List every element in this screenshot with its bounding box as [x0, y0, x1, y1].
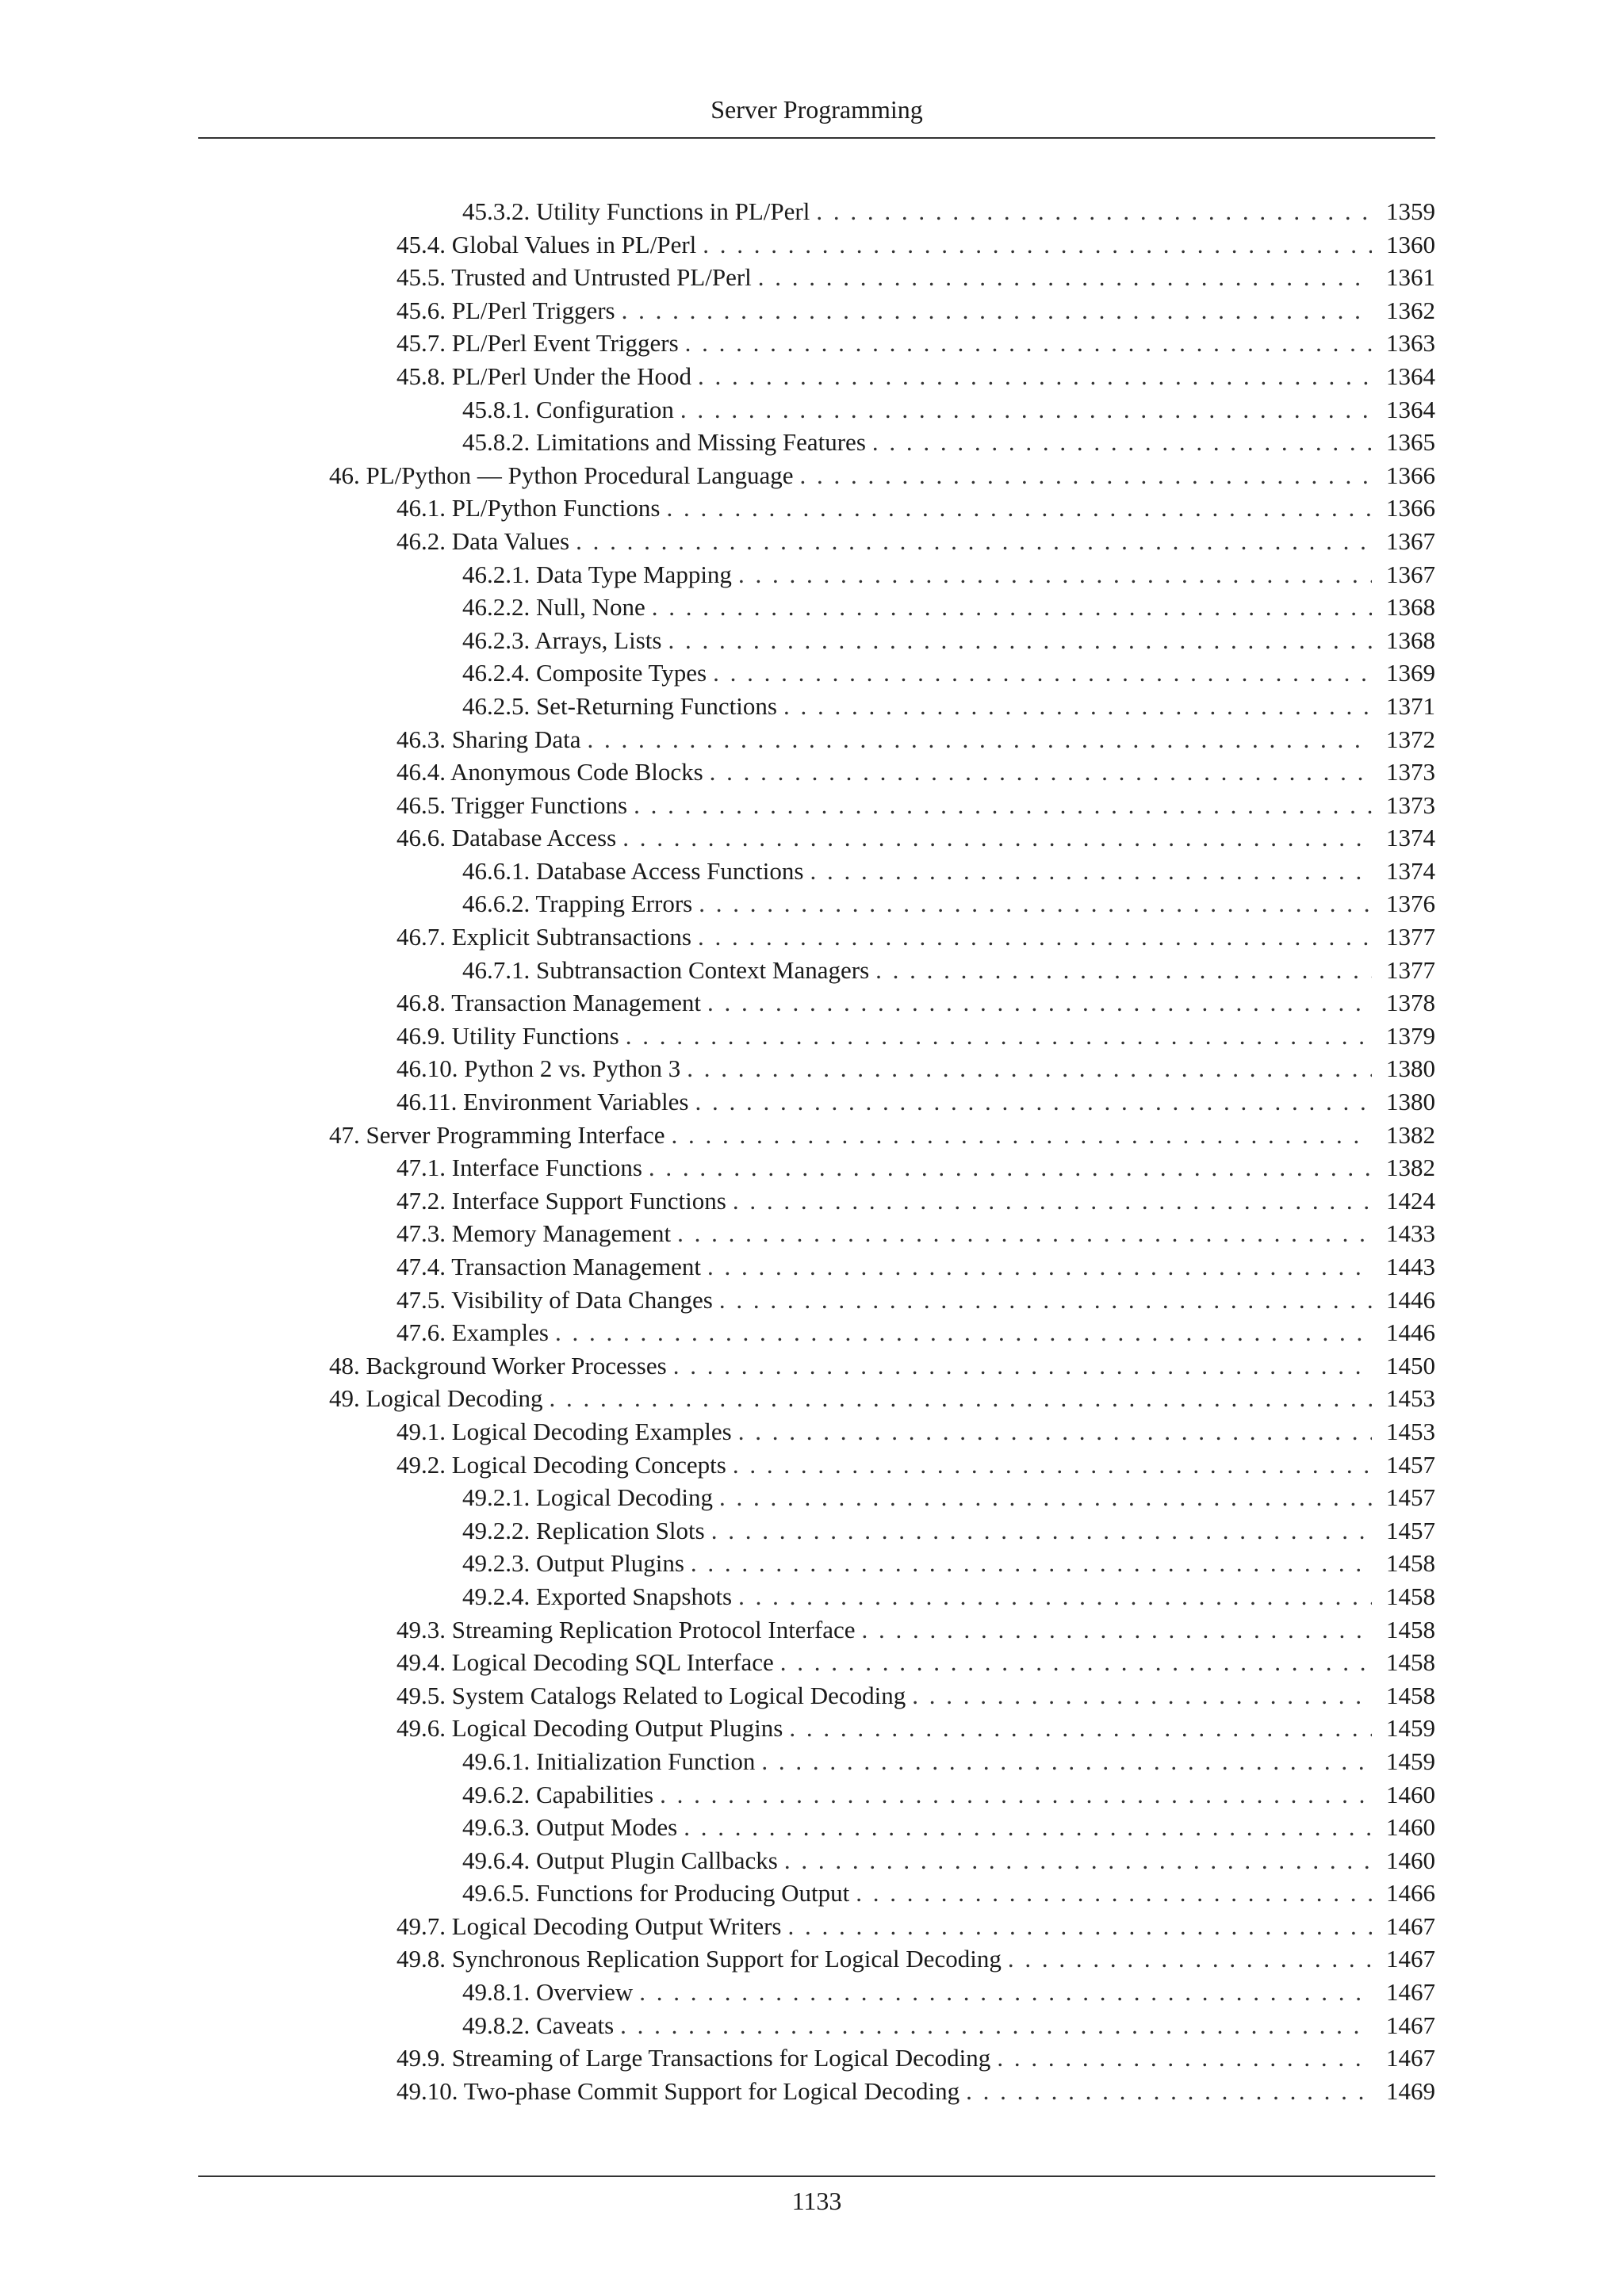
toc-entry[interactable]: [198, 426, 1435, 459]
dot-leader: [816, 195, 1372, 228]
toc-entry-title[interactable]: 48. Background Worker Processes: [329, 1351, 667, 1380]
toc-entry-page[interactable]: 1424: [1386, 1186, 1435, 1215]
toc-entry-line: [396, 1217, 1435, 1250]
toc-entry-line: [462, 1481, 1435, 1514]
toc-entry[interactable]: [198, 228, 1435, 262]
dot-leader: [698, 920, 1372, 954]
toc-entry-line: [462, 624, 1435, 657]
toc-entry[interactable]: [198, 1217, 1435, 1250]
toc-entry[interactable]: [198, 1712, 1435, 1745]
dot-leader: [761, 1745, 1372, 1778]
dot-leader: [660, 1778, 1372, 1812]
toc-entry-page[interactable]: 1459: [1386, 1747, 1435, 1775]
dot-leader: [576, 525, 1372, 558]
toc-entry-page[interactable]: 1457: [1386, 1516, 1435, 1544]
toc-entry-line: [396, 492, 1435, 525]
toc-entry-page[interactable]: 1372: [1386, 725, 1435, 753]
dot-leader: [666, 492, 1372, 525]
toc-entry-page[interactable]: 1367: [1386, 526, 1435, 555]
toc-entry-title[interactable]: 46.6. Database Access: [396, 824, 617, 852]
dot-leader: [707, 1250, 1372, 1284]
dot-leader: [649, 1151, 1372, 1184]
toc-entry-line: [396, 723, 1435, 756]
toc-entry-line: [396, 1052, 1435, 1085]
dot-leader: [652, 591, 1372, 624]
dot-leader: [555, 1316, 1372, 1349]
toc-entry[interactable]: [198, 1580, 1435, 1613]
toc-entry-page[interactable]: 1458: [1386, 1681, 1435, 1709]
toc-entry[interactable]: [198, 821, 1435, 855]
toc-entry-title[interactable]: 49.2.1. Logical Decoding: [462, 1483, 713, 1512]
toc-entry-page[interactable]: 1377: [1386, 923, 1435, 951]
table-of-contents: [198, 195, 1435, 2107]
dot-leader: [789, 1712, 1372, 1745]
toc-entry-page[interactable]: 1467: [1386, 2044, 1435, 2072]
toc-entry-title[interactable]: 49.6.4. Output Plugin Callbacks: [462, 1846, 778, 1874]
toc-entry[interactable]: [198, 195, 1435, 228]
toc-entry[interactable]: [198, 723, 1435, 756]
toc-entry-page[interactable]: 1364: [1386, 395, 1435, 423]
dot-leader: [719, 1284, 1372, 1317]
toc-entry-title[interactable]: 46.9. Utility Functions: [396, 1021, 619, 1050]
page-number: 1133: [791, 2187, 842, 2215]
toc-entry-line: [462, 656, 1435, 690]
toc-entry[interactable]: [198, 1646, 1435, 1679]
toc-entry-page[interactable]: 1458: [1386, 1549, 1435, 1578]
toc-entry-line: [396, 1284, 1435, 1317]
dot-leader: [784, 1844, 1372, 1877]
toc-entry[interactable]: [198, 492, 1435, 525]
dot-leader: [620, 2009, 1372, 2042]
toc-entry-title[interactable]: 45.5. Trusted and Untrusted PL/Perl: [396, 263, 752, 292]
toc-entry-title[interactable]: 45.8. PL/Perl Under the Hood: [396, 362, 691, 390]
dot-leader: [699, 887, 1372, 920]
toc-entry-page[interactable]: 1443: [1386, 1253, 1435, 1280]
toc-entry-title[interactable]: 49.8.2. Caveats: [462, 2011, 615, 2039]
toc-entry-page[interactable]: 1366: [1386, 461, 1435, 489]
toc-entry[interactable]: [198, 789, 1435, 822]
toc-entry-page[interactable]: 1362: [1386, 296, 1435, 324]
toc-entry[interactable]: [198, 393, 1435, 427]
toc-entry-line: [462, 558, 1435, 591]
toc-entry[interactable]: [198, 920, 1435, 954]
toc-entry[interactable]: [198, 1415, 1435, 1448]
toc-entry[interactable]: [198, 327, 1435, 360]
toc-entry-title[interactable]: 45.8.2. Limitations and Missing Features: [462, 428, 866, 457]
dot-leader: [622, 821, 1372, 855]
toc-entry-title[interactable]: 45.6. PL/Perl Triggers: [396, 296, 615, 324]
toc-entry-line: [329, 1119, 1435, 1152]
toc-entry-title[interactable]: 49.6.2. Capabilities: [462, 1780, 654, 1808]
toc-entry[interactable]: [198, 1481, 1435, 1514]
toc-entry-title[interactable]: 49.7. Logical Decoding Output Writers: [396, 1911, 782, 1940]
toc-entry[interactable]: [198, 1547, 1435, 1580]
toc-entry-line: [396, 327, 1435, 360]
toc-entry[interactable]: [198, 1679, 1435, 1712]
toc-entry-line: [396, 294, 1435, 327]
toc-entry-page[interactable]: 1458: [1386, 1582, 1435, 1610]
toc-entry-title[interactable]: 49.4. Logical Decoding SQL Interface: [396, 1648, 774, 1677]
toc-entry-title[interactable]: 46.2.3. Arrays, Lists: [462, 626, 662, 654]
toc-entry-line: [462, 954, 1435, 987]
toc-entry-title[interactable]: 49.2. Logical Decoding Concepts: [396, 1450, 726, 1479]
toc-entry-page[interactable]: 1360: [1386, 230, 1435, 258]
dot-leader: [856, 1877, 1372, 1910]
dot-leader: [800, 459, 1373, 492]
toc-entry-page[interactable]: 1374: [1386, 856, 1435, 885]
dot-leader: [713, 656, 1372, 690]
dot-leader: [698, 360, 1372, 393]
toc-entry-page[interactable]: 1446: [1386, 1285, 1435, 1314]
toc-entry[interactable]: [198, 2075, 1435, 2108]
toc-entry-line: [396, 1646, 1435, 1679]
toc-entry[interactable]: [198, 1811, 1435, 1844]
dot-leader: [707, 986, 1372, 1020]
dot-leader: [587, 723, 1372, 756]
toc-entry-line: [396, 1679, 1435, 1712]
toc-entry[interactable]: [198, 1844, 1435, 1877]
toc-entry-page[interactable]: 1368: [1386, 626, 1435, 654]
toc-entry-page[interactable]: 1457: [1386, 1483, 1435, 1512]
toc-entry-page[interactable]: 1366: [1386, 494, 1435, 522]
toc-entry-page[interactable]: 1373: [1386, 790, 1435, 819]
dot-leader: [639, 1976, 1372, 2009]
dot-leader: [872, 426, 1372, 459]
toc-entry-line: [396, 360, 1435, 393]
toc-entry-page[interactable]: 1466: [1386, 1879, 1435, 1908]
toc-entry[interactable]: [198, 1382, 1435, 1415]
toc-entry[interactable]: [198, 986, 1435, 1020]
toc-entry-title[interactable]: 46.7.1. Subtransaction Context Managers: [462, 955, 870, 984]
toc-entry[interactable]: [198, 1613, 1435, 1647]
toc-entry-page[interactable]: 1377: [1386, 955, 1435, 984]
toc-entry[interactable]: [198, 2009, 1435, 2042]
toc-entry-page[interactable]: 1380: [1386, 1088, 1435, 1116]
toc-entry-title[interactable]: 46.5. Trigger Functions: [396, 790, 628, 819]
toc-entry-line: [396, 1184, 1435, 1218]
toc-entry-page[interactable]: 1469: [1386, 2076, 1435, 2105]
toc-entry-page[interactable]: 1458: [1386, 1615, 1435, 1644]
toc-entry-line: [329, 459, 1435, 492]
toc-entry[interactable]: [198, 1085, 1435, 1119]
toc-entry[interactable]: [198, 1877, 1435, 1910]
toc-entry[interactable]: [198, 1119, 1435, 1152]
toc-entry-title[interactable]: 49.9. Streaming of Large Transactions for Logical Decoding: [396, 2044, 991, 2072]
toc-entry-page[interactable]: 1460: [1386, 1780, 1435, 1808]
toc-entry-line: [462, 2009, 1435, 2042]
toc-entry-line: [396, 1250, 1435, 1284]
toc-entry-title[interactable]: 47.3. Memory Management: [396, 1219, 672, 1248]
dot-leader: [673, 1349, 1372, 1383]
dot-leader: [711, 1514, 1372, 1548]
toc-entry-title[interactable]: 49. Logical Decoding: [329, 1384, 543, 1413]
toc-entry-line: [396, 228, 1435, 262]
dot-leader: [780, 1646, 1372, 1679]
dot-leader: [668, 624, 1372, 657]
toc-entry-title[interactable]: 46. PL/Python — Python Procedural Language: [329, 461, 794, 489]
toc-entry-line: [462, 393, 1435, 427]
toc-entry-title[interactable]: 49.6.5. Functions for Producing Output: [462, 1879, 850, 1908]
toc-entry-title[interactable]: 49.2.3. Output Plugins: [462, 1549, 684, 1578]
dot-leader: [733, 1184, 1372, 1218]
toc-entry-title[interactable]: 47. Server Programming Interface: [329, 1120, 665, 1149]
toc-entry-page[interactable]: 1361: [1386, 263, 1435, 292]
toc-entry[interactable]: [198, 1942, 1435, 1976]
dot-leader: [672, 1119, 1372, 1152]
toc-entry-line: [462, 1976, 1435, 2009]
toc-entry-title[interactable]: 49.6.1. Initialization Function: [462, 1747, 756, 1775]
toc-entry-page[interactable]: 1364: [1386, 362, 1435, 390]
toc-entry-title[interactable]: 46.11. Environment Variables: [396, 1088, 689, 1116]
toc-entry-line: [396, 986, 1435, 1020]
toc-entry-line: [462, 195, 1435, 228]
toc-entry-page[interactable]: 1382: [1386, 1154, 1435, 1182]
toc-entry[interactable]: [198, 887, 1435, 920]
dot-leader: [626, 1020, 1372, 1053]
toc-entry-page[interactable]: 1368: [1386, 593, 1435, 622]
toc-entry-line: [462, 426, 1435, 459]
toc-entry-line: [462, 1514, 1435, 1548]
header-rule: [198, 137, 1435, 139]
dot-leader: [738, 558, 1372, 591]
toc-entry-title[interactable]: 49.1. Logical Decoding Examples: [396, 1417, 732, 1445]
toc-entry-page[interactable]: 1460: [1386, 1846, 1435, 1874]
toc-entry-line: [462, 1547, 1435, 1580]
toc-entry-page[interactable]: 1459: [1386, 1714, 1435, 1743]
toc-entry-line: [396, 789, 1435, 822]
toc-entry[interactable]: [198, 2042, 1435, 2075]
toc-entry-page[interactable]: 1467: [1386, 1978, 1435, 2007]
toc-entry-title[interactable]: 46.8. Transaction Management: [396, 989, 702, 1017]
toc-entry-line: [462, 591, 1435, 624]
toc-entry[interactable]: [198, 1020, 1435, 1053]
toc-entry-line: [462, 1778, 1435, 1812]
toc-entry-title[interactable]: 49.6. Logical Decoding Output Plugins: [396, 1714, 783, 1743]
toc-entry-title[interactable]: 46.2.1. Data Type Mapping: [462, 560, 732, 588]
toc-entry-line: [462, 1877, 1435, 1910]
toc-entry[interactable]: [198, 1184, 1435, 1218]
toc-entry[interactable]: [198, 1745, 1435, 1778]
dot-leader: [810, 855, 1372, 888]
dot-leader: [912, 1679, 1372, 1712]
toc-entry-page[interactable]: 1374: [1386, 824, 1435, 852]
toc-entry-line: [396, 1020, 1435, 1053]
toc-entry-page[interactable]: 1380: [1386, 1054, 1435, 1083]
toc-entry[interactable]: [198, 1284, 1435, 1317]
toc-entry-title[interactable]: 46.4. Anonymous Code Blocks: [396, 758, 703, 786]
toc-entry-page[interactable]: 1369: [1386, 659, 1435, 687]
toc-entry-page[interactable]: 1379: [1386, 1021, 1435, 1050]
toc-entry-line: [462, 1745, 1435, 1778]
toc-entry[interactable]: [198, 690, 1435, 723]
toc-entry[interactable]: [198, 656, 1435, 690]
toc-entry-line: [396, 1910, 1435, 1943]
toc-entry-line: [396, 261, 1435, 294]
toc-entry-page[interactable]: 1365: [1386, 428, 1435, 457]
toc-entry-line: [396, 1415, 1435, 1448]
dot-leader: [966, 2075, 1372, 2108]
toc-entry-title[interactable]: 45.4. Global Values in PL/Perl: [396, 230, 697, 258]
toc-entry[interactable]: [198, 756, 1435, 789]
toc-entry-page[interactable]: 1458: [1386, 1648, 1435, 1677]
toc-entry[interactable]: [198, 558, 1435, 591]
toc-entry-title[interactable]: 49.8.1. Overview: [462, 1978, 634, 2007]
toc-entry-line: [462, 855, 1435, 888]
toc-entry-line: [396, 1151, 1435, 1184]
toc-entry-page[interactable]: 1467: [1386, 1945, 1435, 1973]
toc-entry-page[interactable]: 1367: [1386, 560, 1435, 588]
toc-entry-line: [396, 1712, 1435, 1745]
toc-entry-line: [396, 821, 1435, 855]
toc-entry[interactable]: [198, 525, 1435, 558]
toc-entry-line: [396, 525, 1435, 558]
toc-entry[interactable]: [198, 1976, 1435, 2009]
toc-entry-line: [462, 1811, 1435, 1844]
dot-leader: [758, 261, 1372, 294]
toc-entry[interactable]: [198, 459, 1435, 492]
toc-entry-page[interactable]: 1467: [1386, 1911, 1435, 1940]
toc-entry-line: [396, 756, 1435, 789]
footer-rule: [198, 2175, 1435, 2177]
toc-entry-line: [329, 1349, 1435, 1383]
toc-entry[interactable]: [198, 1778, 1435, 1812]
toc-entry-line: [396, 1613, 1435, 1647]
toc-entry[interactable]: [198, 954, 1435, 987]
dot-leader: [783, 690, 1372, 723]
toc-entry-page[interactable]: 1378: [1386, 989, 1435, 1017]
toc-entry-page[interactable]: 1453: [1386, 1384, 1435, 1413]
toc-entry[interactable]: [198, 855, 1435, 888]
dot-leader: [862, 1613, 1373, 1647]
toc-entry-title[interactable]: 46.2.2. Null, None: [462, 593, 645, 622]
toc-entry-line: [462, 690, 1435, 723]
toc-entry-title[interactable]: 45.3.2. Utility Functions in PL/Perl: [462, 197, 810, 225]
dot-leader: [710, 756, 1372, 789]
dot-leader: [875, 954, 1372, 987]
toc-entry-title[interactable]: 49.2.2. Replication Slots: [462, 1516, 705, 1544]
toc-entry-title[interactable]: 49.6.3. Output Modes: [462, 1813, 678, 1842]
toc-entry-title[interactable]: 45.7. PL/Perl Event Triggers: [396, 329, 679, 358]
toc-entry-page[interactable]: 1453: [1386, 1417, 1435, 1445]
toc-entry[interactable]: [198, 1316, 1435, 1349]
toc-entry-line: [462, 1844, 1435, 1877]
toc-entry-title[interactable]: 46.3. Sharing Data: [396, 725, 581, 753]
toc-entry-title[interactable]: 47.6. Examples: [396, 1318, 549, 1347]
toc-entry[interactable]: [198, 624, 1435, 657]
dot-leader: [622, 294, 1372, 327]
toc-entry-title[interactable]: 47.4. Transaction Management: [396, 1253, 702, 1280]
toc-entry[interactable]: [198, 360, 1435, 393]
toc-entry-page[interactable]: 1382: [1386, 1120, 1435, 1149]
toc-entry-page[interactable]: 1373: [1386, 758, 1435, 786]
dot-leader: [719, 1481, 1372, 1514]
dot-leader: [695, 1085, 1373, 1119]
toc-entry-page[interactable]: 1376: [1386, 890, 1435, 918]
dot-leader: [685, 327, 1372, 360]
toc-entry-title[interactable]: 49.5. System Catalogs Related to Logical Decoding: [396, 1681, 906, 1709]
toc-entry[interactable]: [198, 1250, 1435, 1284]
toc-entry-title[interactable]: 49.3. Streaming Replication Protocol Interface: [396, 1615, 856, 1644]
toc-entry-line: [462, 887, 1435, 920]
toc-entry-line: [396, 1448, 1435, 1482]
toc-entry-page[interactable]: 1363: [1386, 329, 1435, 358]
toc-entry-title[interactable]: 49.10. Two-phase Commit Support for Logical Decoding: [396, 2076, 960, 2105]
toc-entry-title[interactable]: 46.7. Explicit Subtransactions: [396, 923, 691, 951]
toc-entry[interactable]: [198, 1514, 1435, 1548]
toc-entry-page[interactable]: 1359: [1386, 197, 1435, 225]
toc-entry-title[interactable]: 45.8.1. Configuration: [462, 395, 674, 423]
dot-leader: [703, 228, 1372, 262]
toc-entry-title[interactable]: 47.5. Visibility of Data Changes: [396, 1285, 713, 1314]
dot-leader: [738, 1580, 1372, 1613]
toc-entry-title[interactable]: 49.8. Synchronous Replication Support for Logical Decoding: [396, 1945, 1002, 1973]
toc-entry-line: [396, 920, 1435, 954]
dot-leader: [787, 1910, 1372, 1943]
toc-entry-line: [396, 2075, 1435, 2108]
toc-entry-title[interactable]: 47.1. Interface Functions: [396, 1154, 642, 1182]
toc-entry[interactable]: [198, 1151, 1435, 1184]
toc-entry-page[interactable]: 1433: [1386, 1219, 1435, 1248]
toc-entry-page[interactable]: 1467: [1386, 2011, 1435, 2039]
toc-entry-page[interactable]: 1446: [1386, 1318, 1435, 1347]
dot-leader: [997, 2042, 1372, 2075]
dot-leader: [738, 1415, 1372, 1448]
toc-entry-page[interactable]: 1371: [1386, 691, 1435, 720]
toc-entry[interactable]: [198, 261, 1435, 294]
dot-leader: [680, 393, 1372, 427]
toc-entry-line: [396, 1085, 1435, 1119]
toc-entry[interactable]: [198, 294, 1435, 327]
toc-entry-title[interactable]: 46.6.2. Trapping Errors: [462, 890, 693, 918]
dot-leader: [733, 1448, 1372, 1482]
dot-leader: [549, 1382, 1372, 1415]
toc-entry-title[interactable]: 46.10. Python 2 vs. Python 3: [396, 1054, 681, 1083]
toc-entry-title[interactable]: 46.2. Data Values: [396, 526, 570, 555]
dot-leader: [687, 1052, 1372, 1085]
toc-entry[interactable]: [198, 1910, 1435, 1943]
dot-leader: [691, 1547, 1372, 1580]
toc-entry-line: [462, 1580, 1435, 1613]
toc-entry-line: [329, 1382, 1435, 1415]
toc-entry[interactable]: [198, 1349, 1435, 1383]
toc-entry-page[interactable]: 1450: [1386, 1351, 1435, 1380]
dot-leader: [634, 789, 1372, 822]
toc-entry-line: [396, 1316, 1435, 1349]
dot-leader: [684, 1811, 1372, 1844]
toc-entry-line: [396, 1942, 1435, 1976]
toc-entry[interactable]: [198, 1052, 1435, 1085]
toc-entry-title[interactable]: 46.2.5. Set-Returning Functions: [462, 691, 777, 720]
dot-leader: [1008, 1942, 1372, 1976]
toc-entry-title[interactable]: 46.6.1. Database Access Functions: [462, 856, 804, 885]
toc-entry[interactable]: [198, 1448, 1435, 1482]
toc-entry-title[interactable]: 47.2. Interface Support Functions: [396, 1186, 726, 1215]
toc-entry-page[interactable]: 1460: [1386, 1813, 1435, 1842]
toc-entry-title[interactable]: 49.2.4. Exported Snapshots: [462, 1582, 733, 1610]
toc-entry-title[interactable]: 46.2.4. Composite Types: [462, 659, 707, 687]
toc-entry-page[interactable]: 1457: [1386, 1450, 1435, 1479]
toc-entry[interactable]: [198, 591, 1435, 624]
running-header: Server Programming: [710, 95, 923, 124]
toc-entry-title[interactable]: 46.1. PL/Python Functions: [396, 494, 661, 522]
toc-entry-line: [396, 2042, 1435, 2075]
dot-leader: [677, 1217, 1372, 1250]
